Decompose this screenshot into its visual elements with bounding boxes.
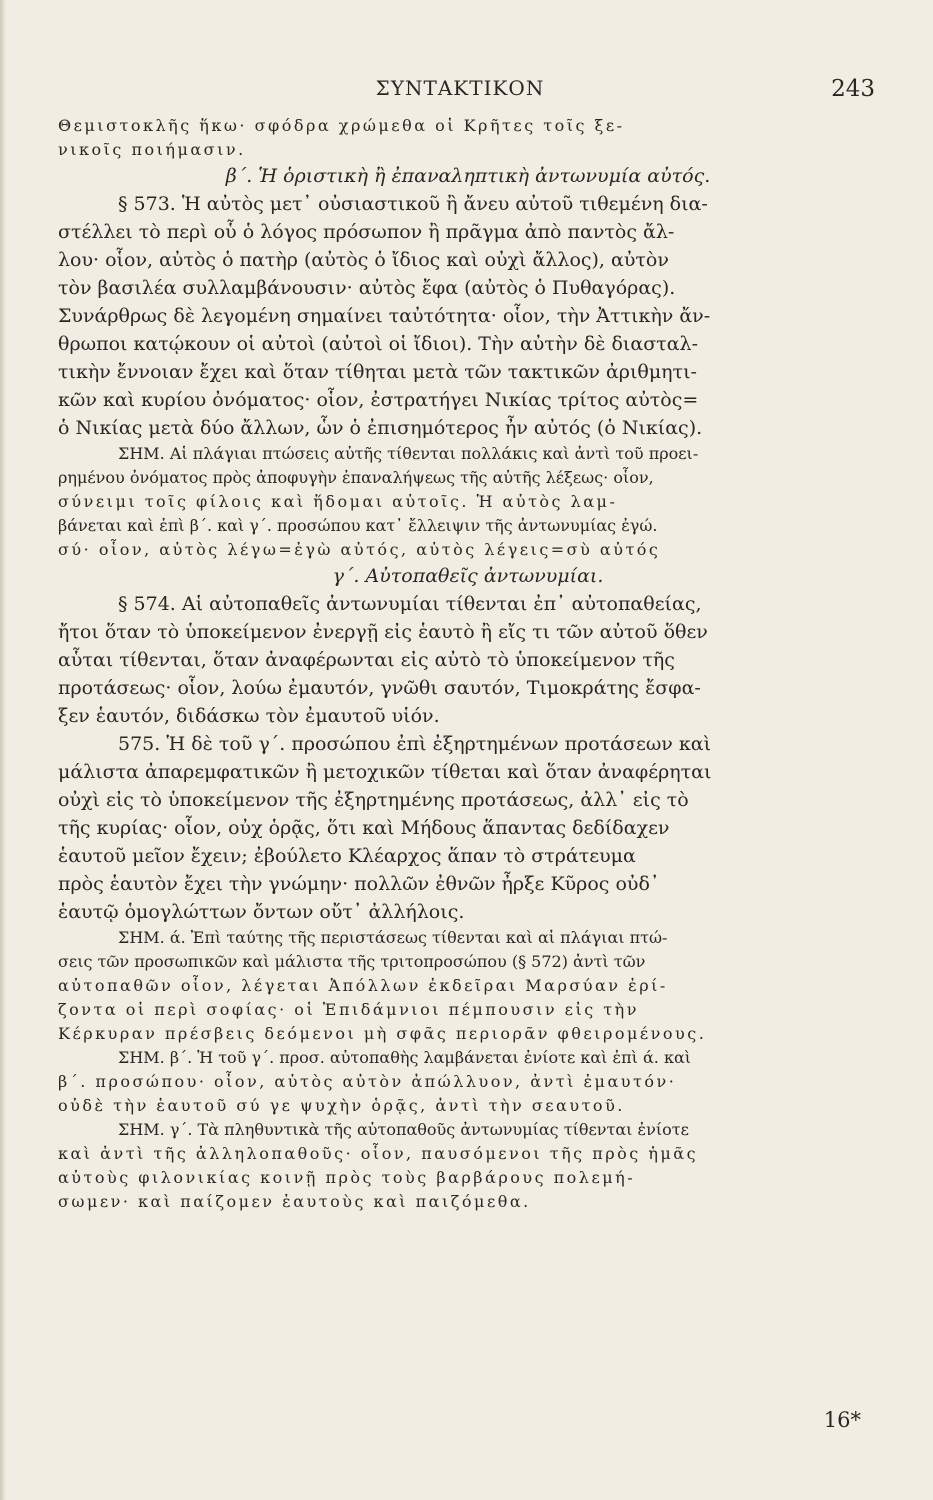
text-line: ΣΗΜ. ά. Ἐπὶ ταύτης τῆς περιστάσεως τίθενται καὶ αἱ πλάγιαι πτώ- <box>118 928 668 947</box>
text-line: ΣΗΜ. γ΄. Τὰ πληθυντικὰ τῆς αὐτοπαθοῦς ἀντωνυμίας τίθενται ἐνίοτε <box>118 1120 689 1139</box>
text-line: αὐτοὺς φιλονικίας κοινῇ πρὸς τοὺς βαρβάρους πολεμή- <box>58 1168 636 1187</box>
text-line: σύνειμι τοῖς φίλοις καὶ ἥδομαι αὐτοῖς. Ἡ αὐτὸς λαμ- <box>58 492 618 511</box>
text-line: προτάσεως· οἷον, λούω ἐμαυτόν, γνῶθι σαυτόν, Τιμοκράτης ἔσφα- <box>58 677 701 699</box>
text-line: ΣΗΜ. Αἱ πλάγιαι πτώσεις αὐτῆς τίθενται πολλάκις καὶ ἀντὶ τοῦ προει- <box>118 444 699 463</box>
text-line: θρωποι κατῴκουν οἱ αὐτοὶ (αὐτοὶ οἱ ἴδιοι). Τὴν αὐτὴν δὲ διασταλ- <box>58 333 698 355</box>
page-header <box>60 72 875 112</box>
text-line: λου· οἷον, αὐτὸς ὁ πατὴρ (αὐτὸς ὁ ἴδιος καὶ οὐχὶ ἄλλος), αὐτὸν <box>58 249 669 271</box>
text-line: νικοῖς ποιήμασιν. <box>58 140 246 159</box>
page-number: 243 <box>831 76 875 102</box>
text-line: σύ· οἷον, αὐτὸς λέγω=ἐγὼ αὐτός, αὐτὸς λέγεις=σὺ αὐτός <box>58 540 661 559</box>
body-text <box>58 114 878 1214</box>
text-line: οὐχὶ εἰς τὸ ὑποκείμενον τῆς ἐξηρτημένης προτάσεως, ἀλλ᾽ εἰς τὸ <box>58 789 689 811</box>
text-line: β΄. Ἡ ὁριστικὴ ἢ ἐπαναληπτικὴ ἀντωνυμία αὐτός. <box>225 165 711 187</box>
text-line: ἑαυτῷ ὁμογλώττων ὄντων οὔτ᾽ ἀλλήλοις. <box>58 901 465 923</box>
text-line: οὐδὲ τὴν ἑαυτοῦ σύ γε ψυχὴν ὁρᾷς, ἀντὶ τὴν σεαυτοῦ. <box>58 1096 625 1115</box>
text-line: αὐτοπαθῶν οἷον, λέγεται Ἀπόλλων ἐκδεῖραι Μαρσύαν ἐρί- <box>58 976 668 995</box>
text-line: τικὴν ἔννοιαν ἔχει καὶ ὅταν τίθηται μετὰ τῶν τακτικῶν ἀριθμητι- <box>58 361 697 383</box>
running-title: ΣΥΝΤΑΚΤΙΚΟΝ <box>375 76 545 100</box>
text-line: 575. Ἡ δὲ τοῦ γ΄. προσώπου ἐπὶ ἐξηρτημένων προτάσεων καὶ <box>118 733 712 755</box>
text-line: κῶν καὶ κυρίου ὀνόματος· οἷον, ἐστρατήγει Νικίας τρίτος αὐτὸς= <box>58 389 699 411</box>
text-line: σεις τῶν προσωπικῶν καὶ μάλιστα τῆς τριτοπροσώπου (§ 572) ἀντὶ τῶν <box>58 952 646 971</box>
text-line: β΄. προσώπου· οἷον, αὐτὸς αὐτὸν ἀπώλλυον, ἀντὶ ἐμαυτόν· <box>58 1072 677 1091</box>
text-line: Συνάρθρως δὲ λεγομένη σημαίνει ταὐτότητα· οἷον, τὴν Ἀττικὴν ἄν- <box>58 305 711 327</box>
text-line: στέλλει τὸ περὶ οὗ ὁ λόγος πρόσωπον ἢ πρᾶγμα ἀπὸ παντὸς ἄλ- <box>58 221 675 243</box>
text-line: § 573. Ἡ αὐτὸς μετ᾽ οὐσιαστικοῦ ἢ ἄνευ αὐτοῦ τιθεμένη δια- <box>118 193 708 215</box>
text-line: πρὸς ἑαυτὸν ἔχει τὴν γνώμην· πολλῶν ἐθνῶν ἦρξε Κῦρος οὐδ᾽ <box>58 873 660 895</box>
text-line: ζοντα οἱ περὶ σοφίας· οἱ Ἐπιδάμνιοι πέμπουσιν εἰς τὴν <box>58 1000 639 1019</box>
text-line: τὸν βασιλέα συλλαμβάνουσιν· αὐτὸς ἔφα (αὐτὸς ὁ Πυθαγόρας). <box>58 277 676 299</box>
text-line: ὁ Νικίας μετὰ δύο ἄλλων, ὧν ὁ ἐπισημότερος ἦν αὐτός (ὁ Νικίας). <box>58 417 703 439</box>
page-edge <box>0 0 6 1500</box>
text-line: γ΄. Αὐτοπαθεῖς ἀντωνυμίαι. <box>332 565 604 587</box>
text-line: αὗται τίθενται, ὅταν ἀναφέρωνται εἰς αὐτὸ τὸ ὑποκείμενον τῆς <box>58 649 675 671</box>
text-line: ρημένου ὀνόματος πρὸς ἀποφυγὴν ἐπαναλήψεως τῆς αὐτῆς λέξεως· οἷον, <box>58 468 654 487</box>
signature-mark: 16* <box>823 1408 861 1432</box>
text-line: βάνεται καὶ ἐπὶ β΄. καὶ γ΄. προσώπου κατ᾽ ἔλλειψιν τῆς ἀντωνυμίας ἐγώ. <box>58 516 658 535</box>
text-line: σωμεν· καὶ παίζομεν ἑαυτοὺς καὶ παιζόμεθα. <box>58 1192 531 1211</box>
text-line: ἤτοι ὅταν τὸ ὑποκείμενον ἐνεργῇ εἰς ἑαυτὸ ἢ εἴς τι τῶν αὐτοῦ ὅθεν <box>58 621 708 643</box>
text-line: Θεμιστοκλῆς ἥκω· σφόδρα χρώμεθα οἱ Κρῆτες τοῖς ξε- <box>58 116 625 135</box>
text-line: Κέρκυραν πρέσβεις δεόμενοι μὴ σφᾶς περιορᾶν φθειρομένους. <box>58 1024 707 1043</box>
text-line: § 574. Αἱ αὐτοπαθεῖς ἀντωνυμίαι τίθενται ἐπ᾽ αὐτοπαθείας, <box>118 593 702 615</box>
text-line: τῆς κυρίας· οἷον, οὐχ ὁρᾷς, ὅτι καὶ Μήδους ἅπαντας δεδίδαχεν <box>58 817 670 839</box>
text-line: ἑαυτοῦ μεῖον ἔχειν; ἐβούλετο Κλέαρχος ἅπαν τὸ στράτευμα <box>58 845 636 867</box>
text-line: καὶ ἀντὶ τῆς ἀλληλοπαθοῦς· οἷον, παυσόμενοι τῆς πρὸς ἡμᾶς <box>58 1144 699 1163</box>
text-line: μάλιστα ἀπαρεμφατικῶν ἢ μετοχικῶν τίθεται καὶ ὅταν ἀναφέρηται <box>58 761 712 783</box>
text-line: ΣΗΜ. β΄. Ἡ τοῦ γ΄. προσ. αὐτοπαθὴς λαμβάνεται ἐνίοτε καὶ ἐπὶ ά. καὶ <box>118 1048 692 1067</box>
text-line: ξεν ἑαυτόν, διδάσκω τὸν ἐμαυτοῦ υἱόν. <box>58 705 440 727</box>
